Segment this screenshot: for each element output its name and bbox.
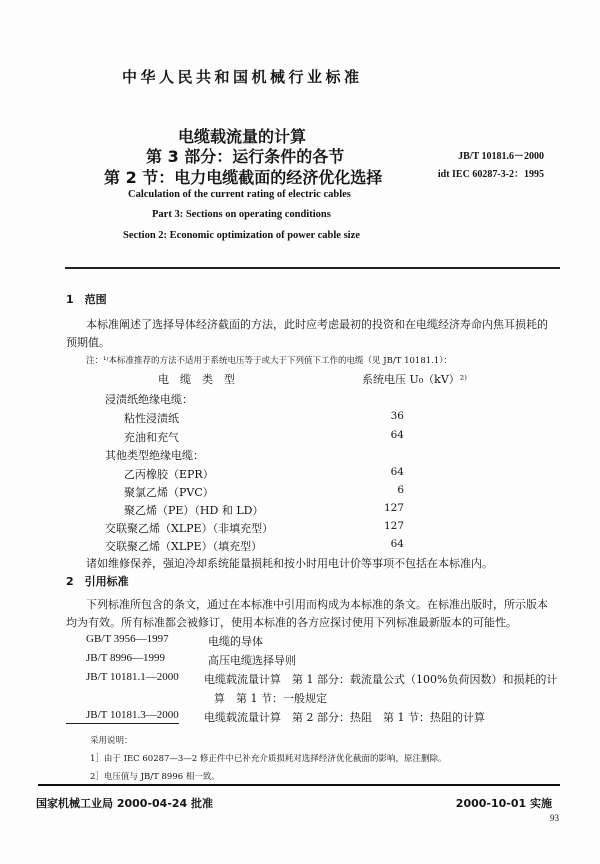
table-row-label: 乙丙橡胶（EPR） <box>124 468 214 481</box>
table-header-cable-type: 电 缆 类 型 <box>158 373 235 386</box>
footnotes-label: 采用说明： <box>90 736 133 746</box>
reference-code: JB/T 8996—1999 <box>86 652 165 664</box>
reference-code: JB/T 10181.3—2000 <box>86 709 179 721</box>
standard-code: JB/T 10181.6－2000 <box>458 151 544 162</box>
table-row-value: 127 <box>383 502 404 514</box>
table-row-value: 127 <box>383 520 404 532</box>
footnote-2: 2］电压值与 JB/T 8996 相一致。 <box>90 772 220 782</box>
table-row-label: 聚乙烯（PE）（HD 和 LD） <box>124 504 264 517</box>
reference-title: 电缆载流量计算 第 2 部分：热阻 第 1 节：热阻的计算 <box>204 711 485 724</box>
approval-info: 国家机械工业局 2000-04-24 批准 <box>36 797 214 810</box>
effective-date: 2000-10-01 实施 <box>455 797 552 810</box>
title-en-line-1: Calculation of the current rating of electric cables <box>128 189 351 200</box>
reference-code: JB/T 10181.1—2000 <box>86 671 179 683</box>
section-1-paragraph-line-1: 本标准阐述了选择导体经济截面的方法，此时应考虑最初的投资和在电缆经济寿命内焦耳损耗的 <box>86 318 548 331</box>
section-1-heading: 1 范围 <box>66 293 107 306</box>
reference-title: 高压电缆选择导则 <box>208 654 296 667</box>
table-row-label: 交联聚乙烯（XLPE）（非填充型） <box>105 522 274 535</box>
table-row-value: 36 <box>390 410 404 422</box>
section-2-paragraph-line-1: 下列标准所包含的条文，通过在本标准中引用而构成为本标准的条文。在标准出版时，所示版本 <box>86 598 548 611</box>
table-header-system-voltage: 系统电压 U₀（kV）²⁾ <box>362 373 467 386</box>
table-row-value: 64 <box>390 538 404 550</box>
page-number: 93 <box>550 813 559 823</box>
section-1-note: 注：¹⁾本标准推荐的方法不适用于系统电压等于或大于下列值下工作的电缆（见 JB/T 10181.1）： <box>86 356 452 366</box>
table-row-value: 64 <box>390 429 404 441</box>
reference-title-continued: 算 第 1 节：一般规定 <box>214 692 327 705</box>
title-en-line-2: Part 3: Sections on operating conditions <box>152 209 331 220</box>
table-row-label: 聚氯乙烯（PVC） <box>124 486 214 499</box>
title-zh-line-1: 电缆载流量的计算 <box>178 127 307 146</box>
title-en-line-3: Section 2: Economic optimization of power cable size <box>123 230 360 241</box>
title-zh-line-2: 第 3 部分：运行条件的各节 <box>146 147 345 166</box>
section-1-paragraph-line-2: 预期值。 <box>66 336 110 349</box>
header-divider <box>65 267 560 269</box>
table-row-label: 其他类型绝缘电缆： <box>105 449 204 462</box>
table-row-value: 6 <box>397 484 404 496</box>
reference-title: 电缆载流量计算 第 1 部分：载流量公式（100%负荷因数）和损耗的计 <box>204 673 558 686</box>
section-2-heading: 2 引用标准 <box>66 575 129 588</box>
reference-code: GB/T 3956—1997 <box>86 633 169 645</box>
section-1-closing: 诸如维修保养，强迫冷却系统能量损耗和按小时用电计价等事项不包括在本标准内。 <box>86 557 493 570</box>
footnote-1: 1］由于 IEC 60287—3—2 修正件中已补充介质损耗对选择经济优化截面的影响，原注删除。 <box>90 754 447 764</box>
title-zh-line-3: 第 2 节：电力电缆截面的经济优化选择 <box>104 168 383 187</box>
footer-divider <box>38 784 560 786</box>
table-row-label: 交联聚乙烯（XLPE）（填充型） <box>105 540 263 553</box>
table-row-value: 64 <box>390 466 404 478</box>
table-row-label: 浸渍纸绝缘电缆： <box>105 393 193 406</box>
reference-title: 电缆的导体 <box>208 635 263 648</box>
table-row-label: 粘性浸渍纸 <box>124 412 179 425</box>
footnote-divider <box>66 723 179 724</box>
section-2-paragraph-line-2: 均为有效。所有标准都会被修订，使用本标准的各方应探讨使用下列标准最新版本的可能性。 <box>66 616 517 629</box>
issuing-organization: 中华人民共和国机械行业标准 <box>122 68 363 86</box>
table-row-label: 充油和充气 <box>124 431 179 444</box>
equivalent-standard: idt IEC 60287-3-2：1995 <box>437 169 544 180</box>
